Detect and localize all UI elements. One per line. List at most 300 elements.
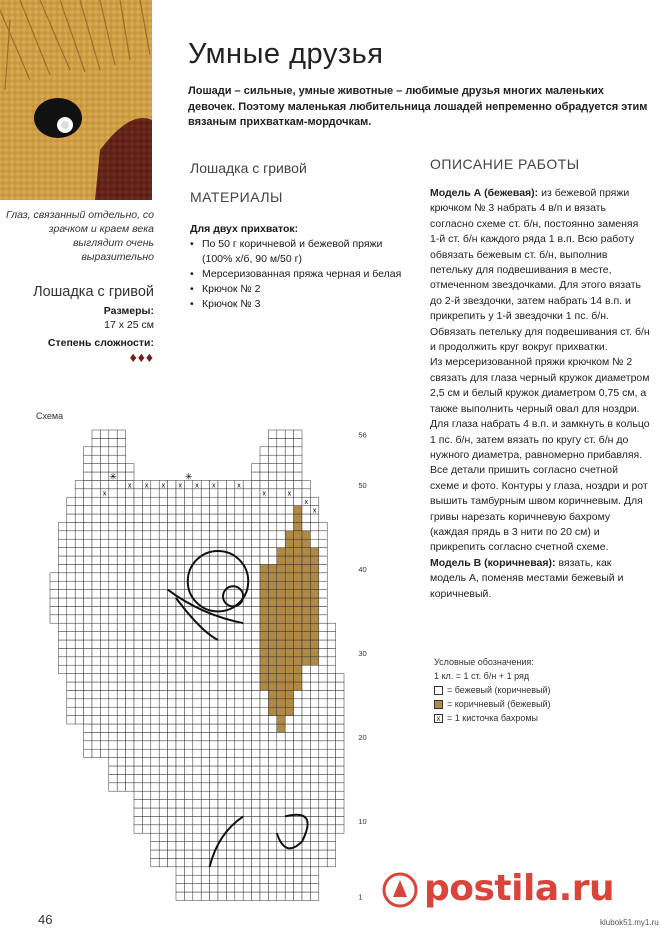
- chart-cell: [151, 623, 159, 631]
- chart-cell: [151, 564, 159, 572]
- row-number: 56: [358, 430, 367, 440]
- chart-cell: [184, 858, 192, 866]
- chart-cell: [268, 749, 276, 757]
- fringe-mark: x: [178, 482, 182, 490]
- chart-cell: [235, 539, 243, 547]
- chart-cell: [193, 724, 201, 732]
- chart-cell: [142, 674, 150, 682]
- chart-cell: [294, 506, 302, 514]
- chart-cell: [226, 497, 234, 505]
- model-b-text: вязать, как модель А, поменяв местами бежевый и коричневый.: [430, 556, 624, 600]
- chart-cell: [100, 472, 108, 480]
- chart-cell: [285, 665, 293, 673]
- chart-cell: [151, 682, 159, 690]
- chart-cell: [310, 783, 318, 791]
- chart-cell: [109, 707, 117, 715]
- chart-cell: [243, 548, 251, 556]
- chart-cell: [134, 480, 142, 488]
- chart-cell: [126, 732, 134, 740]
- chart-cell: [319, 825, 327, 833]
- chart-cell: [109, 489, 117, 497]
- chart-cell: [168, 850, 176, 858]
- chart-cell: [319, 581, 327, 589]
- chart-cell: [100, 564, 108, 572]
- chart-cell: [285, 430, 293, 438]
- chart-cell: [184, 707, 192, 715]
- chart-cell: [260, 623, 268, 631]
- chart-cell: [75, 648, 83, 656]
- chart-cell: [92, 732, 100, 740]
- chart-cell: [92, 707, 100, 715]
- chart-cell: [84, 682, 92, 690]
- chart-cell: [142, 707, 150, 715]
- chart-cell: [310, 682, 318, 690]
- chart-cell: [193, 791, 201, 799]
- chart-cell: [226, 850, 234, 858]
- chart-cell: [285, 581, 293, 589]
- chart-cell: [75, 506, 83, 514]
- size-info: [4, 304, 154, 350]
- chart-cell: [319, 632, 327, 640]
- chart-cell: [176, 564, 184, 572]
- chart-cell: [310, 732, 318, 740]
- chart-cell: [218, 564, 226, 572]
- chart-cell: [252, 699, 260, 707]
- chart-cell: [294, 632, 302, 640]
- chart-cell: [201, 791, 209, 799]
- chart-cell: [277, 867, 285, 875]
- chart-cell: [159, 766, 167, 774]
- chart-cell: [109, 690, 117, 698]
- chart-cell: [226, 766, 234, 774]
- chart-cell: [336, 690, 344, 698]
- chart-cell: [336, 816, 344, 824]
- chart-cell: [294, 556, 302, 564]
- chart-cell: [319, 800, 327, 808]
- chart-cell: [218, 800, 226, 808]
- chart-cell: [319, 808, 327, 816]
- chart-cell: [151, 548, 159, 556]
- chart-cell: [201, 573, 209, 581]
- chart-cell: [109, 640, 117, 648]
- chart-cell: [92, 438, 100, 446]
- chart-cell: [75, 707, 83, 715]
- chart-cell: [168, 816, 176, 824]
- chart-cell: [252, 682, 260, 690]
- chart-cell: [75, 581, 83, 589]
- chart-cell: [268, 430, 276, 438]
- chart-cell: [184, 548, 192, 556]
- chart-cell: [277, 825, 285, 833]
- chart-cell: [159, 825, 167, 833]
- chart-cell: [92, 648, 100, 656]
- chart-cell: [336, 766, 344, 774]
- chart-cell: [159, 850, 167, 858]
- chart-cell: [260, 632, 268, 640]
- chart-cell: [142, 606, 150, 614]
- chart-cell: [302, 539, 310, 547]
- chart-cell: [327, 825, 335, 833]
- chart-cell: [260, 455, 268, 463]
- chart-cell: [126, 472, 134, 480]
- chart-cell: [252, 564, 260, 572]
- chart-cell: [142, 489, 150, 497]
- chart-cell: [117, 464, 125, 472]
- chart-cell: [176, 808, 184, 816]
- fringe-mark: x: [102, 490, 107, 498]
- chart-cell: [151, 632, 159, 640]
- chart-cell: [134, 531, 142, 539]
- chart-cell: [84, 724, 92, 732]
- chart-label: Схема: [36, 411, 64, 421]
- chart-cell: [117, 539, 125, 547]
- chart-cell: [210, 724, 218, 732]
- chart-cell: [310, 590, 318, 598]
- chart-cell: [294, 564, 302, 572]
- chart-cell: [92, 506, 100, 514]
- chart-cell: [134, 749, 142, 757]
- chart-cell: [184, 556, 192, 564]
- chart-cell: [310, 892, 318, 900]
- chart-cell: [201, 682, 209, 690]
- brand-watermark: postila.ru: [424, 868, 615, 909]
- chart-cell: [294, 640, 302, 648]
- chart-cell: [67, 590, 75, 598]
- chart-cell: [109, 623, 117, 631]
- chart-cell: [184, 732, 192, 740]
- row-number: 10: [358, 816, 367, 826]
- chart-cell: [126, 766, 134, 774]
- chart-cell: [277, 522, 285, 530]
- chart-cell: [126, 556, 134, 564]
- chart-cell: [294, 816, 302, 824]
- chart-cell: [243, 699, 251, 707]
- chart-cell: [252, 539, 260, 547]
- chart-cell: [159, 548, 167, 556]
- chart-cell: [193, 800, 201, 808]
- chart-cell: [117, 548, 125, 556]
- chart-cell: [210, 539, 218, 547]
- chart-cell: [201, 598, 209, 606]
- chart-cell: [310, 522, 318, 530]
- chart-cell: [201, 590, 209, 598]
- chart-cell: [268, 590, 276, 598]
- chart-cell: [294, 741, 302, 749]
- chart-cell: [302, 716, 310, 724]
- chart-cell: [75, 497, 83, 505]
- chart-cell: [75, 522, 83, 530]
- chart-cell: [151, 514, 159, 522]
- chart-cell: [92, 581, 100, 589]
- chart-cell: [142, 791, 150, 799]
- chart-cell: [201, 640, 209, 648]
- chart-cell: [277, 564, 285, 572]
- chart-cell: [294, 573, 302, 581]
- chart-cell: [176, 531, 184, 539]
- chart-cell: [235, 531, 243, 539]
- chart-cell: [168, 791, 176, 799]
- chart-cell: [184, 766, 192, 774]
- chart-cell: [92, 632, 100, 640]
- chart-cell: [302, 548, 310, 556]
- chart-cell: [134, 690, 142, 698]
- chart-cell: [294, 732, 302, 740]
- legend-fringe: = 1 кисточка бахромы: [447, 713, 539, 723]
- chart-cell: [142, 682, 150, 690]
- chart-cell: [327, 850, 335, 858]
- chart-cell: [294, 699, 302, 707]
- chart-cell: [84, 472, 92, 480]
- chart-cell: [184, 892, 192, 900]
- chart-cell: [50, 615, 58, 623]
- page-title: Умные друзья: [188, 38, 384, 70]
- chart-cell: [100, 707, 108, 715]
- chart-cell: [226, 741, 234, 749]
- chart-cell: [243, 732, 251, 740]
- chart-cell: [109, 648, 117, 656]
- chart-cell: [235, 665, 243, 673]
- chart-cell: [201, 657, 209, 665]
- chart-cell: [319, 674, 327, 682]
- chart-cell: [277, 657, 285, 665]
- chart-cell: [226, 707, 234, 715]
- chart-cell: [277, 682, 285, 690]
- difficulty-diamonds: ♦♦♦: [129, 349, 154, 365]
- chart-cell: [134, 556, 142, 564]
- chart-cell: [294, 430, 302, 438]
- chart-cell: [184, 640, 192, 648]
- chart-cell: [260, 464, 268, 472]
- chart-cell: [100, 623, 108, 631]
- chart-cell: [210, 707, 218, 715]
- chart-cell: [277, 623, 285, 631]
- chart-cell: [84, 741, 92, 749]
- chart-cell: [134, 716, 142, 724]
- chart-cell: [58, 615, 66, 623]
- chart-cell: [126, 716, 134, 724]
- row-number: 40: [358, 564, 367, 574]
- chart-cell: [277, 640, 285, 648]
- chart-cell: [210, 766, 218, 774]
- chart-cell: [336, 732, 344, 740]
- chart-cell: [168, 858, 176, 866]
- chart-cell: [218, 581, 226, 589]
- chart-cell: [67, 564, 75, 572]
- chart-cell: [50, 573, 58, 581]
- chart-cell: [58, 657, 66, 665]
- chart-cell: [210, 506, 218, 514]
- chart-cell: [100, 590, 108, 598]
- chart-cell: [210, 716, 218, 724]
- chart-cell: [294, 548, 302, 556]
- chart-cell: [168, 548, 176, 556]
- chart-cell: [302, 741, 310, 749]
- chart-cell: [260, 640, 268, 648]
- chart-cell: [159, 564, 167, 572]
- chart-cell: [126, 497, 134, 505]
- chart-cell: [302, 699, 310, 707]
- chart-cell: [310, 774, 318, 782]
- chart-cell: [134, 623, 142, 631]
- chart-cell: [84, 590, 92, 598]
- chart-cell: [126, 674, 134, 682]
- chart-cell: [168, 674, 176, 682]
- chart-cell: [327, 749, 335, 757]
- chart-cell: [218, 489, 226, 497]
- chart-cell: [58, 632, 66, 640]
- chart-cell: [159, 632, 167, 640]
- chart-cell: [260, 690, 268, 698]
- fringe-mark: x: [128, 482, 132, 490]
- chart-cell: [235, 858, 243, 866]
- chart-cell: [252, 800, 260, 808]
- chart-cell: [184, 791, 192, 799]
- chart-cell: [75, 556, 83, 564]
- chart-cell: [193, 632, 201, 640]
- chart-cell: [134, 707, 142, 715]
- chart-cell: [277, 632, 285, 640]
- chart-cell: [252, 816, 260, 824]
- chart-cell: [151, 842, 159, 850]
- chart-cell: [243, 514, 251, 522]
- chart-cell: [210, 749, 218, 757]
- chart-cell: [168, 506, 176, 514]
- chart-cell: [260, 682, 268, 690]
- row-number: 1: [358, 892, 363, 902]
- chart-cell: [184, 884, 192, 892]
- chart-cell: [126, 489, 134, 497]
- chart-cell: [285, 858, 293, 866]
- chart-cell: [117, 531, 125, 539]
- chart-cell: [193, 825, 201, 833]
- chart-cell: [268, 674, 276, 682]
- chart-cell: [168, 514, 176, 522]
- chart-cell: [319, 590, 327, 598]
- chart-cell: [235, 640, 243, 648]
- chart-cell: [109, 606, 117, 614]
- chart-cell: [243, 522, 251, 530]
- chart-cell: [176, 833, 184, 841]
- chart-cell: [218, 674, 226, 682]
- chart-cell: [218, 858, 226, 866]
- chart-cell: [310, 539, 318, 547]
- chart-cell: [319, 716, 327, 724]
- chart-cell: [294, 783, 302, 791]
- chart-cell: [277, 850, 285, 858]
- difficulty-label: Степень сложности:: [47, 337, 154, 349]
- chart-cell: [193, 749, 201, 757]
- chart-cell: [84, 581, 92, 589]
- chart-cell: [268, 497, 276, 505]
- chart-cell: [319, 556, 327, 564]
- chart-cell: [218, 791, 226, 799]
- chart-cell: [92, 556, 100, 564]
- chart-cell: [134, 682, 142, 690]
- chart-cell: [151, 665, 159, 673]
- chart-cell: [235, 522, 243, 530]
- chart-cell: [277, 590, 285, 598]
- chart-cell: [310, 749, 318, 757]
- chart-cell: [260, 665, 268, 673]
- chart-cell: [75, 598, 83, 606]
- chart-cell: [252, 791, 260, 799]
- chart-cell: [92, 615, 100, 623]
- chart-cell: [243, 615, 251, 623]
- chart-cell: [302, 648, 310, 656]
- chart-cell: [285, 800, 293, 808]
- chart-cell: [134, 758, 142, 766]
- chart-cell: [168, 741, 176, 749]
- chart-cell: [151, 489, 159, 497]
- chart-cell: [235, 892, 243, 900]
- chart-cell: [159, 640, 167, 648]
- chart-cell: [75, 657, 83, 665]
- chart-cell: [226, 699, 234, 707]
- chart-cell: [142, 623, 150, 631]
- chart-cell: [67, 514, 75, 522]
- chart-cell: [67, 648, 75, 656]
- chart-cell: [109, 758, 117, 766]
- chart-cell: [243, 825, 251, 833]
- chart-cell: [226, 716, 234, 724]
- chart-cell: [126, 615, 134, 623]
- chart-cell: [268, 690, 276, 698]
- chart-cell: [159, 522, 167, 530]
- chart-cell: [260, 875, 268, 883]
- chart-cell: [151, 657, 159, 665]
- chart-cell: [252, 632, 260, 640]
- chart-cell: [226, 791, 234, 799]
- chart-cell: [168, 632, 176, 640]
- list-item: • Крючок № 3: [190, 297, 410, 312]
- chart-cell: [117, 438, 125, 446]
- chart-cell: [58, 548, 66, 556]
- chart-cell: [100, 615, 108, 623]
- chart-cell: [310, 741, 318, 749]
- chart-cell: [151, 716, 159, 724]
- chart-cell: [142, 774, 150, 782]
- chart-cell: [285, 556, 293, 564]
- chart-cell: [327, 808, 335, 816]
- chart-cell: [310, 548, 318, 556]
- chart-cell: [268, 623, 276, 631]
- chart-cell: [117, 783, 125, 791]
- chart-cell: [201, 489, 209, 497]
- chart-cell: [151, 707, 159, 715]
- chart-cell: [100, 497, 108, 505]
- chart-cell: [260, 606, 268, 614]
- chart-cell: [151, 615, 159, 623]
- chart-cell: [294, 480, 302, 488]
- chart-cell: [218, 506, 226, 514]
- chart-cell: [151, 539, 159, 547]
- chart-cell: [243, 682, 251, 690]
- chart-cell: [218, 707, 226, 715]
- chart-cell: [193, 657, 201, 665]
- chart-cell: [327, 724, 335, 732]
- chart-cell: [302, 758, 310, 766]
- legend-title: Условные обозначения:: [434, 657, 534, 667]
- chart-cell: [268, 564, 276, 572]
- chart-cell: [260, 867, 268, 875]
- chart-cell: [302, 632, 310, 640]
- chart-cell: [336, 716, 344, 724]
- chart-cell: [277, 690, 285, 698]
- chart-cell: [176, 766, 184, 774]
- chart-cell: [310, 850, 318, 858]
- chart-cell: [277, 506, 285, 514]
- chart-cell: [277, 783, 285, 791]
